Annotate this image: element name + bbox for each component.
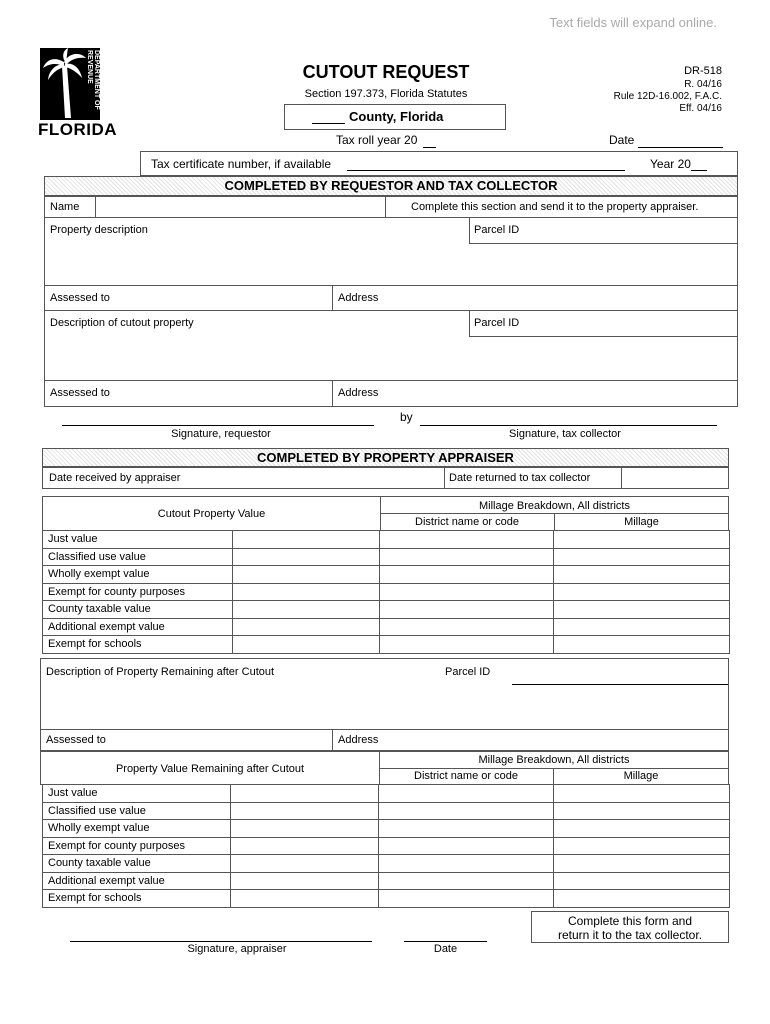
table-row — [43, 583, 730, 601]
name-field[interactable] — [97, 198, 383, 216]
value-cell[interactable] — [233, 566, 380, 584]
table-row — [43, 890, 730, 908]
appraiser-date-line[interactable] — [404, 941, 487, 942]
county-box — [284, 104, 506, 130]
district-cell[interactable] — [379, 785, 554, 803]
millage-column-header-2: Millage — [623, 770, 659, 782]
table-row — [43, 820, 730, 838]
collector-signature-line[interactable] — [420, 425, 717, 426]
value-cell[interactable] — [231, 802, 379, 820]
row-label: Wholly exempt value — [43, 566, 233, 584]
appraiser-signature-line[interactable] — [70, 941, 372, 942]
table-row — [43, 785, 730, 803]
year-label: Year 20 — [650, 157, 691, 171]
district-column-header: District name or code — [415, 516, 519, 528]
row-label: County taxable value — [43, 855, 231, 873]
millage-cell[interactable] — [554, 583, 730, 601]
millage-cell[interactable] — [554, 785, 730, 803]
millage-cell[interactable] — [554, 802, 730, 820]
remaining-assessed-label: Assessed to — [46, 734, 106, 746]
row-label: Additional exempt value — [43, 872, 231, 890]
property-description-label: Property description — [50, 224, 148, 236]
remaining-property-box — [40, 658, 729, 751]
millage-cell[interactable] — [554, 820, 730, 838]
row-label: Exempt for schools — [43, 890, 231, 908]
table-row — [43, 636, 730, 654]
cutout-description-field[interactable] — [47, 336, 735, 380]
year-field[interactable] — [691, 170, 707, 171]
date-received-label: Date received by appraiser — [49, 472, 181, 484]
millage-cell[interactable] — [554, 548, 730, 566]
table-row — [43, 531, 730, 549]
millage-cell[interactable] — [554, 566, 730, 584]
cutout-value-header: Cutout Property Value — [157, 508, 266, 520]
remaining-parcel-label: Parcel ID — [445, 666, 491, 678]
millage-cell[interactable] — [554, 636, 730, 654]
table-row — [43, 837, 730, 855]
certificate-box — [140, 151, 738, 176]
value-cell[interactable] — [233, 636, 380, 654]
cutout-value-header-row — [42, 496, 729, 531]
remaining-description-label: Description of Property Remaining after Cutout — [46, 666, 275, 678]
value-cell[interactable] — [231, 890, 379, 908]
logo-dept-text: DEPARTMENT OF REVENUE — [86, 50, 100, 110]
millage-cell[interactable] — [554, 855, 730, 873]
value-cell[interactable] — [233, 618, 380, 636]
remaining-parcel-field[interactable] — [512, 684, 728, 685]
row-label: Classified use value — [43, 802, 231, 820]
value-cell[interactable] — [231, 837, 379, 855]
certificate-field[interactable] — [347, 170, 625, 171]
appraiser-dates-row — [42, 467, 729, 489]
district-cell[interactable] — [380, 566, 554, 584]
name-label: Name — [50, 201, 80, 213]
row-label: Classified use value — [43, 548, 233, 566]
table-row — [43, 566, 730, 584]
millage-breakdown-header: Millage Breakdown, All districts — [478, 500, 630, 512]
date-field[interactable] — [638, 147, 723, 148]
row-label: Exempt for schools — [43, 636, 233, 654]
form-revision: R. 04/16 — [684, 79, 722, 90]
assessed-to-label: Assessed to — [50, 292, 110, 304]
form-rule: Rule 12D-16.002, F.A.C. — [613, 91, 722, 102]
district-cell[interactable] — [380, 636, 554, 654]
table-row — [43, 601, 730, 619]
value-cell[interactable] — [233, 531, 380, 549]
requestor-section-heading: COMPLETED BY REQUESTOR AND TAX COLLECTOR — [44, 176, 738, 196]
district-cell[interactable] — [379, 872, 554, 890]
millage-breakdown-header-2: Millage Breakdown, All districts — [478, 754, 630, 766]
date-label: Date — [609, 133, 635, 147]
millage-cell[interactable] — [554, 601, 730, 619]
cutout-value-table — [42, 530, 730, 654]
appraiser-date-caption: Date — [433, 943, 458, 955]
remaining-value-header: Property Value Remaining after Cutout — [115, 763, 305, 775]
value-cell[interactable] — [233, 601, 380, 619]
collector-signature-caption: Signature, tax collector — [509, 428, 621, 440]
form-effective: Eff. 04/16 — [679, 103, 722, 114]
row-label: County taxable value — [43, 601, 233, 619]
remaining-description-field[interactable] — [43, 687, 727, 727]
return-instruction-box — [531, 911, 729, 943]
value-cell[interactable] — [233, 548, 380, 566]
date-returned-field[interactable] — [622, 469, 726, 487]
millage-cell[interactable] — [554, 837, 730, 855]
value-cell[interactable] — [231, 785, 379, 803]
row-label: Just value — [43, 785, 231, 803]
row-label: Exempt for county purposes — [43, 837, 231, 855]
section-instruction: Complete this section and send it to the property appraiser. — [411, 201, 699, 213]
table-row — [43, 855, 730, 873]
row-label: Exempt for county purposes — [43, 583, 233, 601]
assessed-to-label-2: Assessed to — [50, 387, 110, 399]
value-cell[interactable] — [231, 872, 379, 890]
remaining-value-header-row — [40, 751, 729, 785]
statute-reference: Section 197.373, Florida Statutes — [304, 88, 468, 100]
table-row — [43, 872, 730, 890]
appraiser-signature-caption: Signature, appraiser — [187, 943, 287, 955]
remaining-address-label: Address — [338, 734, 379, 746]
date-returned-label: Date returned to tax collector — [449, 472, 591, 484]
return-instruction-line2: return it to the tax collector. — [557, 928, 703, 942]
district-cell[interactable] — [380, 583, 554, 601]
row-label: Additional exempt value — [43, 618, 233, 636]
return-instruction-line1: Complete this form and — [567, 914, 693, 928]
district-cell[interactable] — [380, 548, 554, 566]
district-cell[interactable] — [380, 618, 554, 636]
district-cell[interactable] — [380, 601, 554, 619]
millage-cell[interactable] — [554, 531, 730, 549]
district-column-header-2: District name or code — [414, 770, 518, 782]
cutout-description-label: Description of cutout property — [50, 317, 194, 329]
address-label: Address — [338, 292, 379, 304]
requestor-signature-line[interactable] — [62, 425, 374, 426]
parcel-id-label-2: Parcel ID — [474, 317, 520, 329]
district-cell[interactable] — [380, 531, 554, 549]
requestor-section — [44, 196, 738, 407]
tax-roll-year-field[interactable] — [423, 147, 436, 148]
county-label: County, Florida — [349, 109, 444, 124]
form-title: CUTOUT REQUEST — [302, 62, 470, 82]
appraiser-section-heading: COMPLETED BY PROPERTY APPRAISER — [42, 448, 729, 467]
requestor-signature-caption: Signature, requestor — [171, 428, 271, 440]
by-label: by — [400, 410, 413, 424]
remaining-value-table — [42, 784, 730, 908]
property-description-field[interactable] — [47, 243, 735, 285]
millage-cell[interactable] — [554, 872, 730, 890]
form-number: DR-518 — [684, 65, 722, 77]
value-cell[interactable] — [231, 855, 379, 873]
row-label: Just value — [43, 531, 233, 549]
district-cell[interactable] — [379, 820, 554, 838]
district-cell[interactable] — [379, 855, 554, 873]
certificate-label: Tax certificate number, if available — [151, 157, 332, 171]
logo-state-text: FLORIDA — [38, 120, 118, 139]
district-cell[interactable] — [379, 837, 554, 855]
county-input-line[interactable] — [312, 123, 345, 124]
tax-roll-year-label: Tax roll year 20 — [336, 133, 418, 147]
millage-cell[interactable] — [554, 618, 730, 636]
millage-cell[interactable] — [554, 890, 730, 908]
online-note: Text fields will expand online. — [549, 15, 717, 30]
value-cell[interactable] — [231, 820, 379, 838]
table-row — [43, 548, 730, 566]
table-row — [43, 618, 730, 636]
district-cell[interactable] — [379, 890, 554, 908]
row-label: Wholly exempt value — [43, 820, 231, 838]
millage-column-header: Millage — [624, 516, 659, 528]
district-cell[interactable] — [379, 802, 554, 820]
value-cell[interactable] — [233, 583, 380, 601]
parcel-id-label: Parcel ID — [474, 224, 520, 236]
address-label-2: Address — [338, 387, 379, 399]
table-row — [43, 802, 730, 820]
